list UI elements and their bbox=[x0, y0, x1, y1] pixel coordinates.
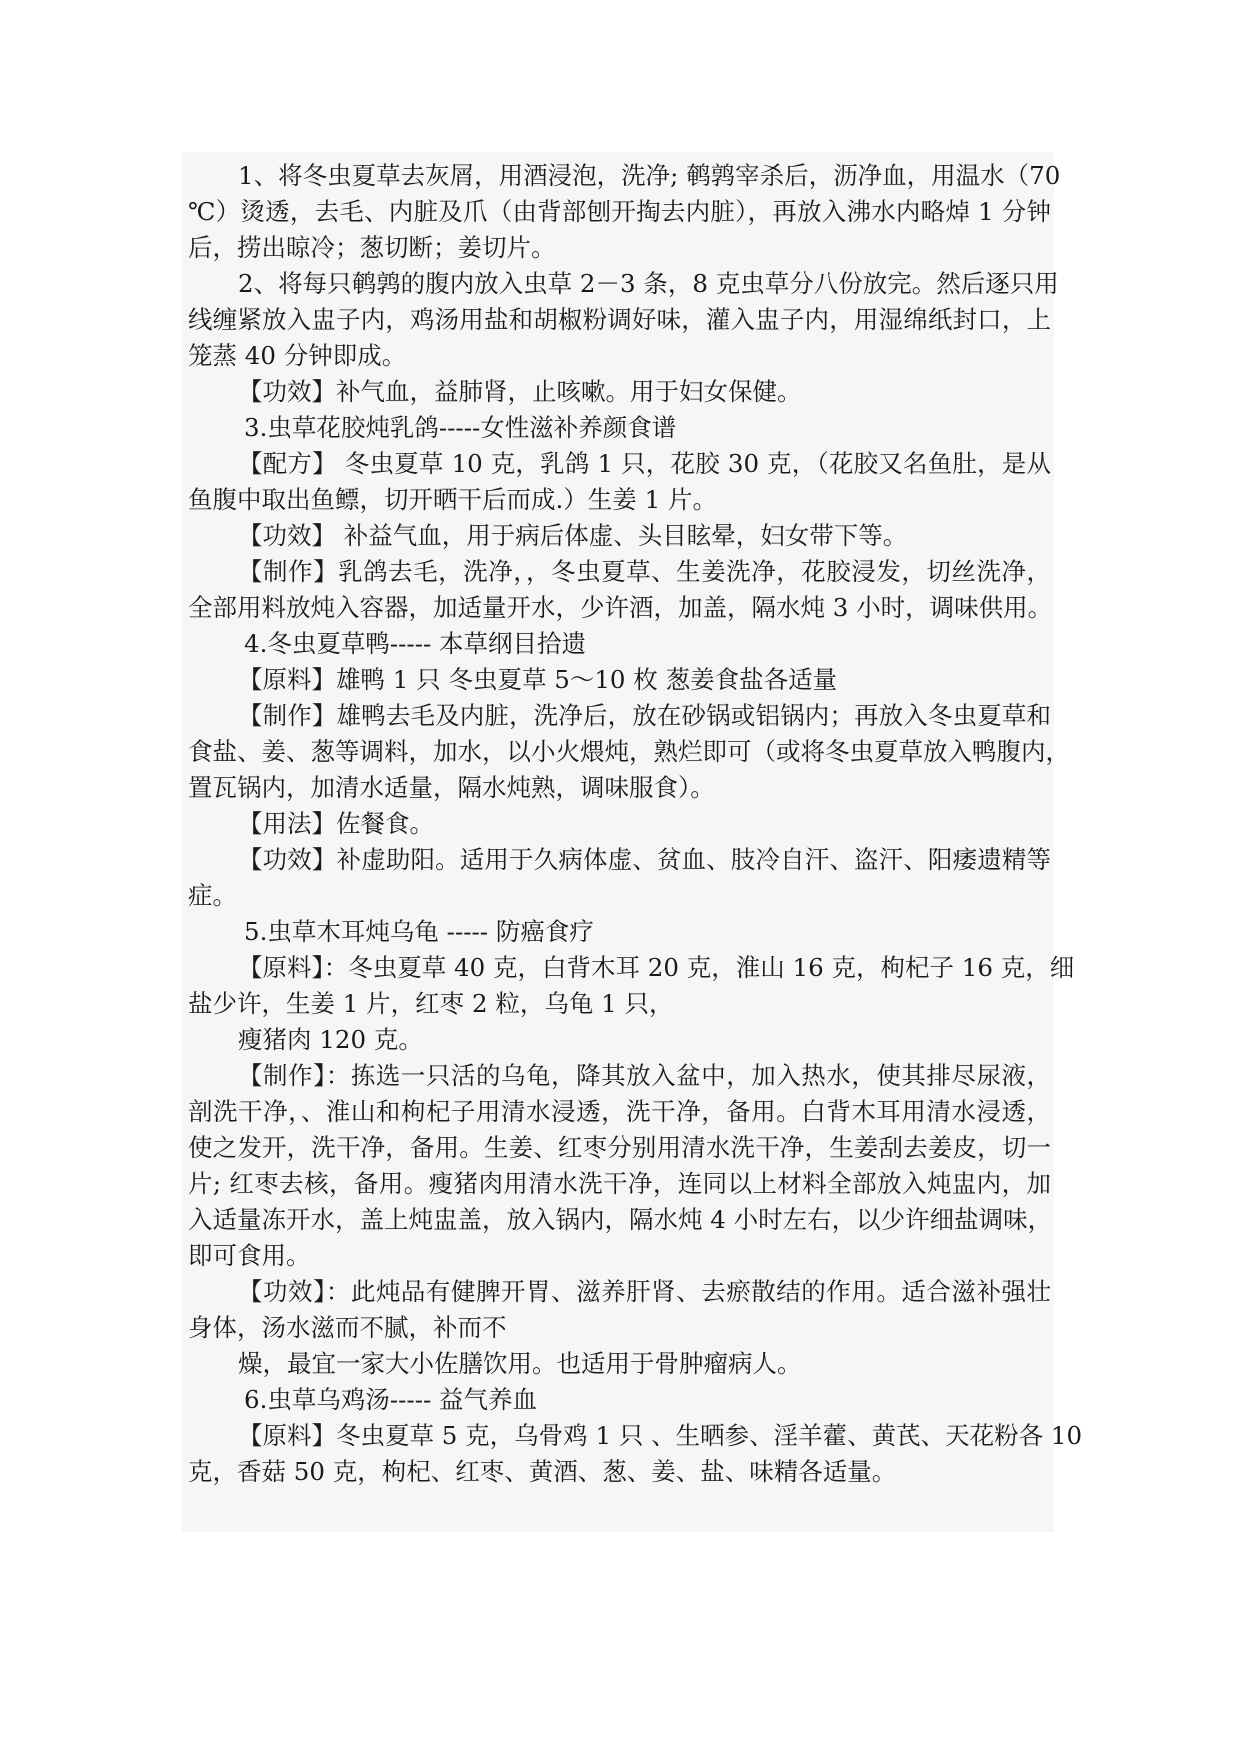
doc-line: 【用法】佐餐食。 bbox=[238, 809, 434, 838]
section-heading: 6.虫草乌鸡汤----- 益气养血 bbox=[244, 1385, 538, 1414]
doc-line: 全部用料放炖入容器，加适量开水，少许酒，加盖，隔水炖 3 小时，调味供用。 bbox=[188, 593, 1053, 622]
doc-line: ℃）烫透，去毛、内脏及爪（由背部刨开掏去内脏），再放入沸水内略焯 1 分钟 bbox=[188, 197, 1051, 226]
doc-line: 【原料】雄鸭 1 只 冬虫夏草 5～10 枚 葱姜食盐各适量 bbox=[238, 665, 838, 694]
doc-line: 置瓦锅内，加清水适量，隔水炖熟，调味服食）。 bbox=[188, 773, 715, 802]
section-heading: 5.虫草木耳炖乌龟 ----- 防癌食疗 bbox=[244, 917, 594, 946]
doc-line: 【原料】：冬虫夏草 40 克，白背木耳 20 克，淮山 16 克，枸杞子 16 克，细 bbox=[238, 953, 1075, 982]
doc-line: 燥，最宜一家大小佐膳饮用。也适用于骨肿瘤病人。 bbox=[238, 1349, 802, 1378]
doc-line: 线缠紧放入盅子内，鸡汤用盐和胡椒粉调好味，灌入盅子内，用湿绵纸封口，上 bbox=[188, 305, 1051, 334]
doc-line: 即可食用。 bbox=[188, 1241, 311, 1270]
doc-line: 鱼腹中取出鱼鳔，切开晒干后而成.）生姜 1 片。 bbox=[188, 485, 717, 514]
doc-line: 盐少许，生姜 1 片，红枣 2 粒，乌龟 1 只， bbox=[188, 989, 674, 1018]
doc-line: 剖洗干净，、淮山和枸杞子用清水浸透，洗干净，备用。白背木耳用清水浸透， bbox=[188, 1097, 1051, 1126]
doc-line: 笼蒸 40 分钟即成。 bbox=[188, 341, 407, 370]
doc-line: 1、将冬虫夏草去灰屑，用酒浸泡，洗净; 鹌鹑宰杀后，沥净血，用温水（70 bbox=[238, 161, 1061, 190]
doc-line: 【原料】冬虫夏草 5 克，乌骨鸡 1 只 、生晒参、淫羊藿、黄芪、天花粉各 10 bbox=[238, 1421, 1083, 1450]
doc-line: 【配方】 冬虫夏草 10 克，乳鸽 1 只，花胶 30 克，（花胶又名鱼肚，是从 bbox=[238, 449, 1051, 478]
doc-line: 【功效】补虚助阳。适用于久病体虚、贫血、肢冷自汗、盗汗、阳痿遗精等 bbox=[238, 845, 1051, 874]
doc-line: 片; 红枣去核，备用。瘦猪肉用清水洗干净，连同以上材料全部放入炖盅内，加 bbox=[188, 1169, 1051, 1198]
doc-line: 【制作】：拣选一只活的乌龟，降其放入盆中，加入热水，使其排尽尿液， bbox=[238, 1061, 1051, 1090]
doc-line: 2、将每只鹌鹑的腹内放入虫草 2－3 条，8 克虫草分八份放完。然后逐只用 bbox=[238, 269, 1059, 298]
doc-line: 克，香菇 50 克，枸杞、红枣、黄酒、葱、姜、盐、味精各适量。 bbox=[188, 1457, 897, 1486]
doc-line: 【制作】雄鸭去毛及内脏，洗净后，放在砂锅或铝锅内；再放入冬虫夏草和 bbox=[238, 701, 1051, 730]
doc-line: 【功效】：此炖品有健脾开胃、滋养肝肾、去瘀散结的作用。适合滋补强壮 bbox=[238, 1277, 1051, 1306]
doc-line: 【功效】 补益气血，用于病后体虚、头目眩晕，妇女带下等。 bbox=[238, 521, 908, 550]
doc-line: 使之发开，洗干净，备用。生姜、红枣分别用清水洗干净，生姜刮去姜皮，切一 bbox=[188, 1133, 1051, 1162]
doc-line: 症。 bbox=[188, 881, 237, 910]
doc-line: 【功效】补气血，益肺肾，止咳嗽。用于妇女保健。 bbox=[238, 377, 802, 406]
doc-line: 【制作】乳鸽去毛，洗净，，冬虫夏草、生姜洗净，花胶浸发，切丝洗净， bbox=[238, 557, 1051, 586]
doc-line: 身体，汤水滋而不腻，补而不 bbox=[188, 1313, 507, 1342]
doc-line: 入适量冻开水，盖上炖盅盖，放入锅内，隔水炖 4 小时左右，以少许细盐调味， bbox=[188, 1205, 1053, 1234]
doc-line: 后，捞出晾冷；葱切断；姜切片。 bbox=[188, 233, 556, 262]
doc-line: 食盐、姜、葱等调料，加水，以小火煨炖，熟烂即可（或将冬虫夏草放入鸭腹内， bbox=[188, 737, 1070, 766]
doc-line: 瘦猪肉 120 克。 bbox=[238, 1025, 423, 1054]
section-heading: 3.虫草花胶炖乳鸽-----女性滋补养颜食谱 bbox=[244, 413, 677, 442]
section-heading: 4.冬虫夏草鸭----- 本草纲目拾遗 bbox=[244, 629, 587, 658]
